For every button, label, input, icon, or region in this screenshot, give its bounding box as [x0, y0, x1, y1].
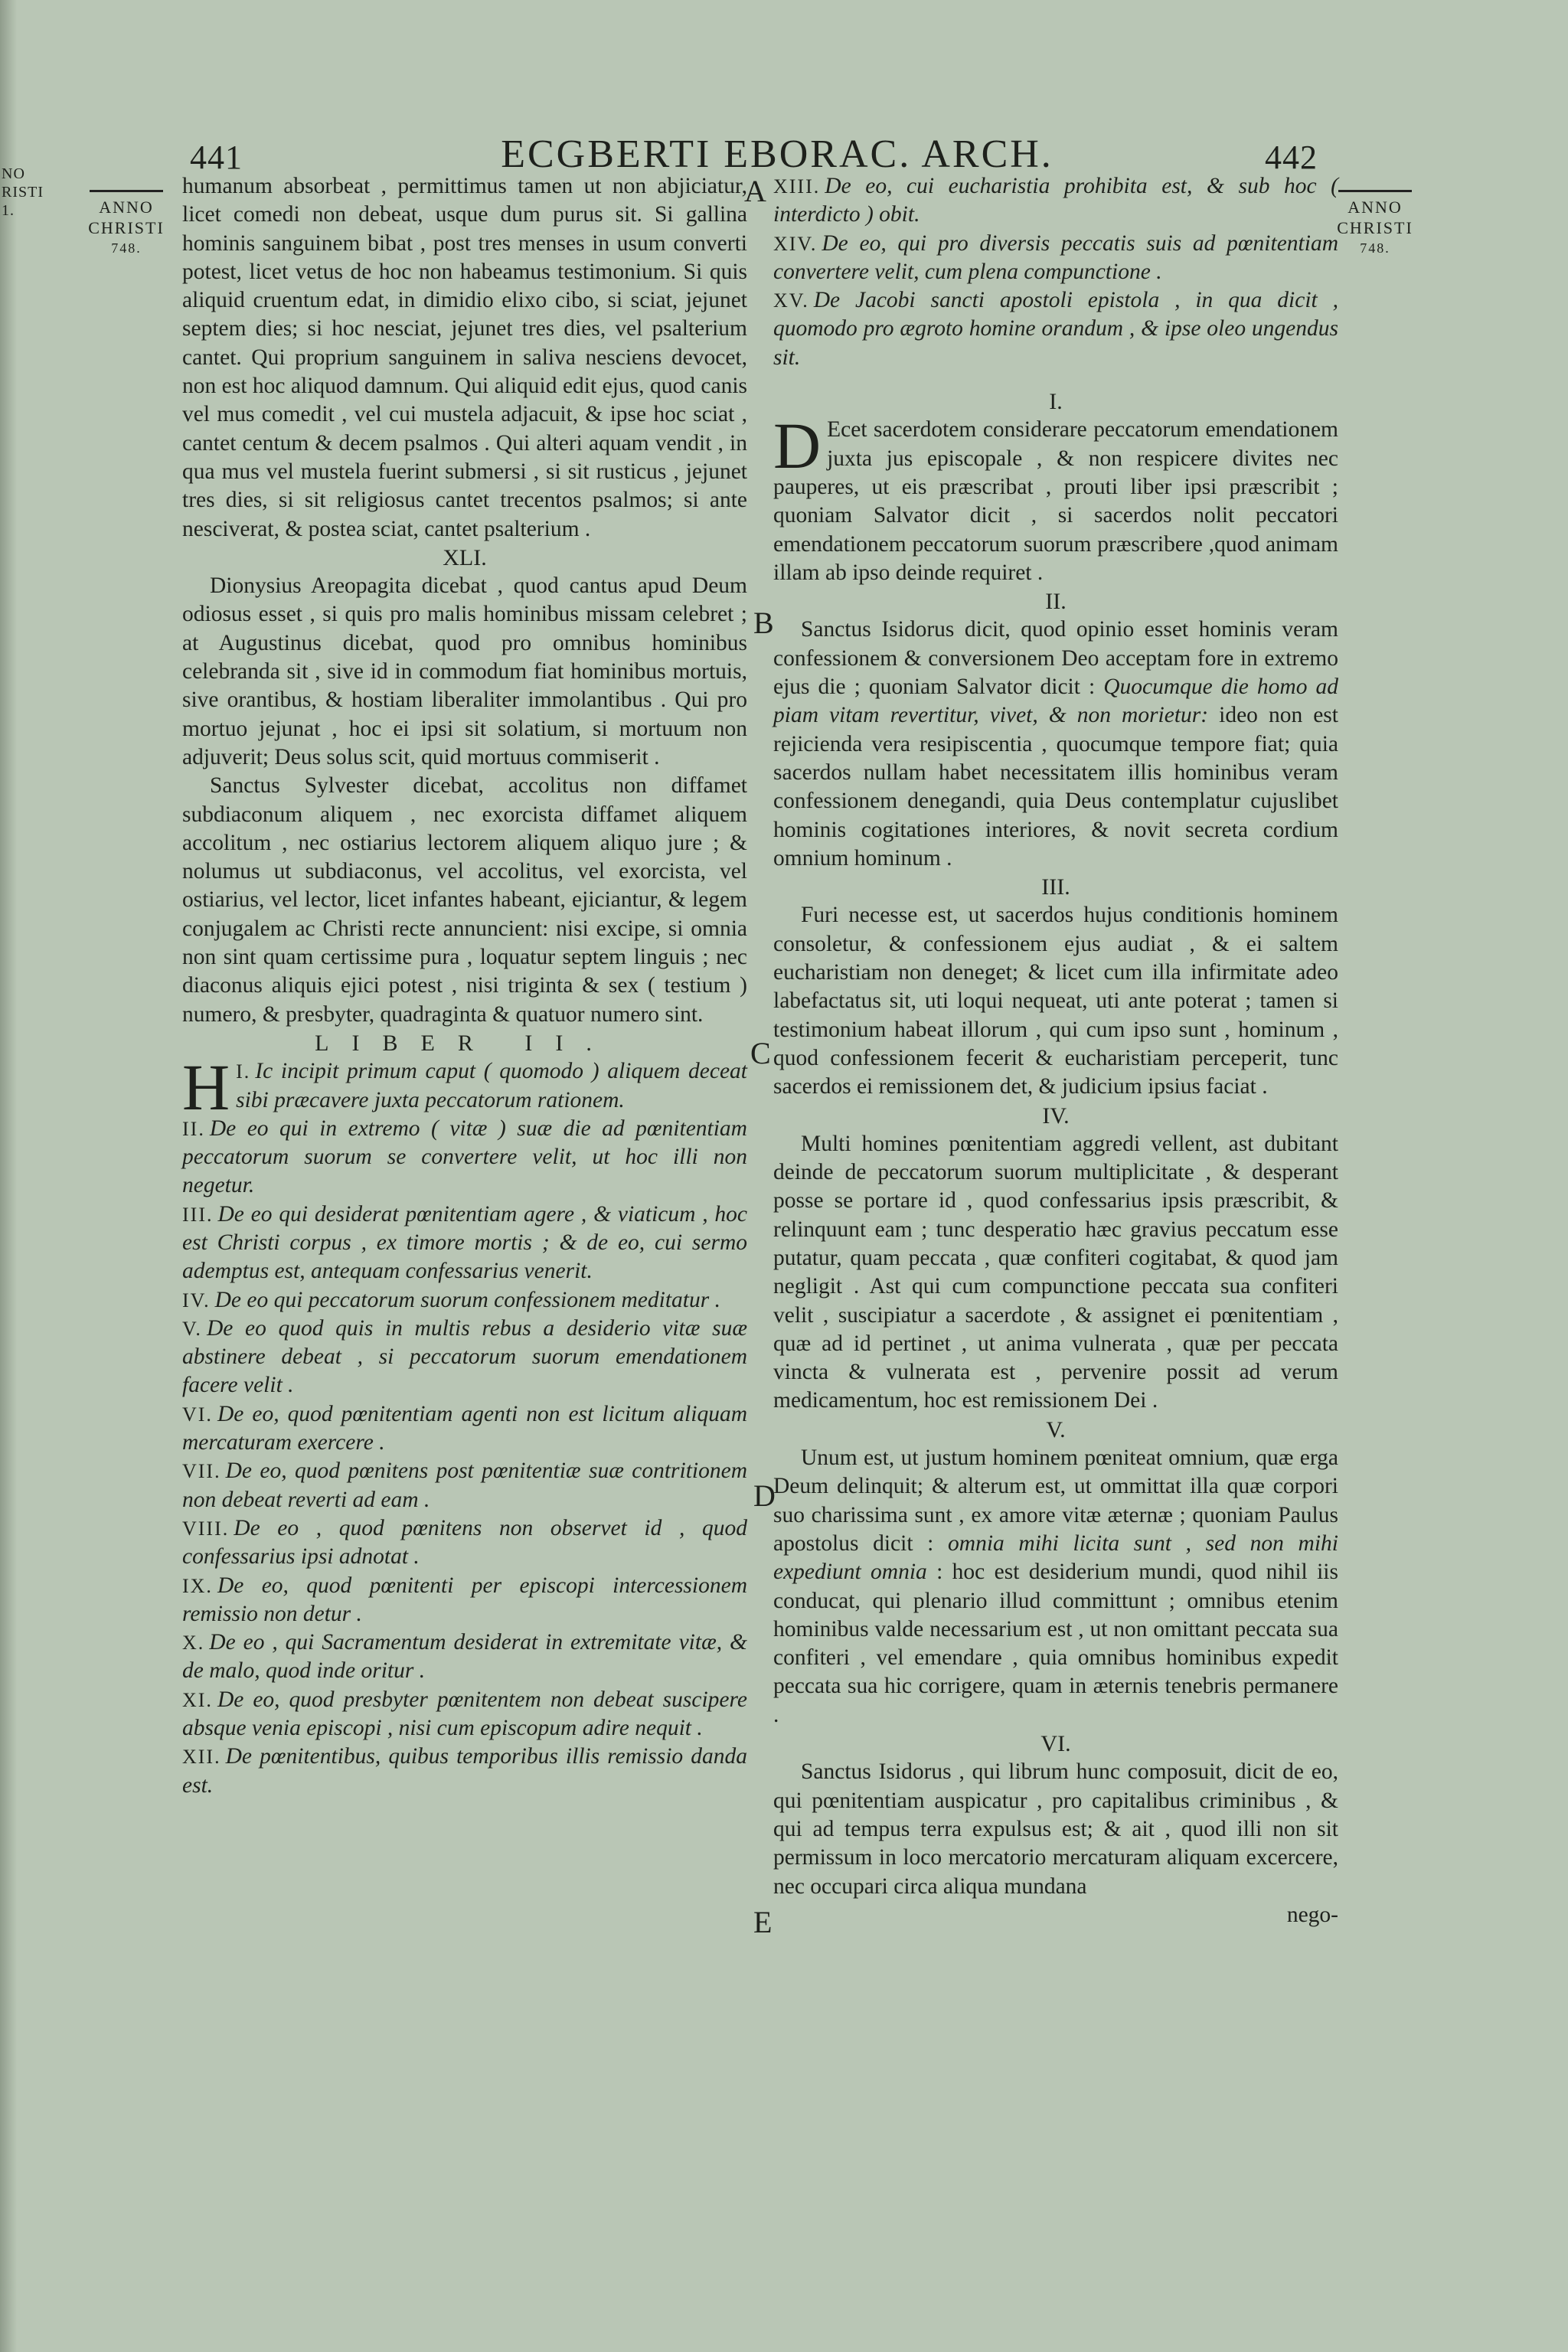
- section-marker-c: C: [750, 1036, 771, 1070]
- paragraph-v-text-b: : hoc est desiderium mundi, quod nihil iis conducat, qui plenario illud committunt ; omnibus etenim hominibus valde necessarium est , ut non omittant peccata sua confiteri , vel emendare , quia omnibus hominibus expedit peccata sua hic corrigere, quam in æternis tenebris permanere .: [773, 1560, 1338, 1727]
- left-paragraph-3: Sanctus Sylvester dicebat, accolitus non diffamet subdiaconum aliquem , nec exorcista diffamet aliquem accolitum , nec ostiarius lectorem aliquem aliquo jure ; & nolumus ut subdiaconus, vel accolitus, vel exorcista, vel ostiarius, vel lector, licet infantes habeant, ejiciantur, & legem conjugalem ac Christi recte annuncient: nisi excipe, si omnia non sint quam certissime pura , loquatur septem linguis ; nec diaconus aliquis ejici potest , nisi triginta & sex ( testium ) numero, & presbyter, quadraginta & quatuor numero sint.: [182, 773, 747, 1027]
- paragraph-ii: [773, 616, 1338, 873]
- chapter-item: [182, 1400, 747, 1458]
- chapter-number: VIII.: [182, 1517, 230, 1540]
- heading-vi: VI.: [1040, 1731, 1071, 1757]
- chapter-text: De eo, quod pœnitenti per episcopi intercessionem remissio non detur .: [182, 1573, 747, 1626]
- gutter-shadow: [0, 0, 17, 2352]
- chapter-item: [182, 1572, 747, 1629]
- chapter-number: V.: [182, 1317, 202, 1340]
- left-paragraph-1: humanum absorbeat , permittimus tamen ut non abjiciatur, licet comedi non debeat, usque dum purus sit. Si gallina hominis sanguinem bibat , post tres menses in usum converti potest, licet vetus de hoc non habeamus testimonium. Si quis aliquid cruentum edat, in dimidio elixo cibo, si sciat, jejunet septem dies; si hoc nesciat, jejunet tres dies, vel psalterium cantet. Qui proprium sanguinem in saliva nesciens devocet, non est hoc aliquod damnum. Qui aliquid edit ejus, quod canis vel mus comedit , vel cui mustela adjacuit, & ipse hoc sciat , cantet centum & decem psalmos . Qui alteri aquam vendit , in qua mus vel mustela fuerint submersi , si sit rusticus , jejunet tres dies, si sit religiosus cantet trecentos psalmos; si ante nesciverat, & postea sciat, cantet psalterium .: [182, 174, 747, 541]
- page-number-left: 441: [190, 139, 243, 176]
- chapter-number: XV.: [773, 289, 809, 312]
- right-column: [773, 172, 1338, 1929]
- heading-v: V.: [1046, 1416, 1066, 1442]
- heading-ii: II.: [1045, 589, 1067, 615]
- chapter-text: De eo, quod pœnitentiam agenti non est licitum aliquam mercaturam exercere .: [182, 1401, 747, 1455]
- chapter-number: XII.: [182, 1746, 221, 1769]
- chapter-text: De eo , qui Sacramentum desiderat in extremitate vitæ, & de malo, quod inde oritur .: [182, 1630, 747, 1684]
- chapter-text: De eo, quod pœnitens post pœnitentiæ suæ contritionem non debeat reverti ad eam .: [182, 1459, 747, 1512]
- chapter-list-left: [182, 1050, 747, 1800]
- chapter-item: [773, 286, 1338, 372]
- chapter-item: [182, 1686, 747, 1743]
- chapter-number: VI.: [182, 1403, 213, 1426]
- chapter-item: [182, 1286, 747, 1315]
- chapter-text: De eo, qui pro diversis peccatis suis ad pœnitentiam convertere velit, cum plena compunctione .: [773, 230, 1338, 284]
- chapter-text: De Jacobi sancti apostoli epistola , in qua dicit , quomodo pro ægroto homine orandum , & ipse oleo ungendus sit.: [773, 288, 1338, 370]
- chapter-text: De pœnitentibus, quibus temporibus illis remissio danda est.: [182, 1744, 747, 1798]
- chapter-number: XIV.: [773, 232, 818, 255]
- paragraph-i: [773, 409, 1338, 587]
- chapter-number: XIII.: [773, 175, 821, 198]
- margin-note-right: [1337, 190, 1413, 259]
- paragraph-ii-text-b: ideo non est rejicienda vera resipiscentia , quocumque tempore fiat; quia sacerdos nullam habet necessitatem illis hominibus veram confessionem denegandi, quia Deus contemplatur cujuslibet hominis cogitationes interiores, & novit secreta cordium omnium hominum .: [773, 703, 1338, 871]
- margin-year-left: 748.: [111, 240, 142, 256]
- section-marker-a: A: [744, 174, 766, 208]
- drop-cap-h: H: [182, 1050, 230, 1125]
- chapter-number: X.: [182, 1632, 205, 1655]
- chapter-number: II.: [182, 1117, 205, 1140]
- chapter-number: III.: [182, 1203, 214, 1226]
- catchword: nego-: [1286, 1902, 1338, 1927]
- heading-iv: IV.: [1042, 1102, 1070, 1129]
- paragraph-v-text-a: Unum est, ut justum hominem pœniteat omnium, quæ erga Deum delinquit; & alterum est, ut ommittat illa quæ corpori suo charissima sunt , ex amore vitæ æternæ ; quoniam Paulus apostolus dicit :: [773, 1446, 1338, 1556]
- chapter-number: IX.: [182, 1574, 213, 1597]
- margin-christi-left: CHRISTI: [88, 218, 165, 237]
- paragraph-ii-text-a: Sanctus Isidorus dicit, quod opinio esset hominis veram confessionem & conversionem Deo acceptam fore in extremo ejus die ; quoniam Salvator dicit :: [773, 617, 1338, 700]
- section-marker-b: B: [753, 606, 774, 640]
- drop-cap-d: D: [773, 409, 822, 483]
- margin-note-left: [88, 190, 165, 259]
- left-paragraph-2: Dionysius Areopagita dicebat , quod cantus apud Deum odiosus esset , si quis pro malis hominibus missam celebret ; at Augustinus dicebat, quod pro omnibus hominibus celebranda sit , sive id in commodum fiat hominibus mortuis, sive orantibus, & hostiam liberaliter immolantibus . Qui pro mortuo jejunat , hoc ei ipsi sit solatium, si mortuum non adjuverit; Deus solus scit, quid mortuus commiserit .: [182, 573, 747, 769]
- margin-anno-right: ANNO: [1348, 198, 1403, 217]
- chapter-item: [182, 1115, 747, 1200]
- running-title: ECGBERTI EBORAC. ARCH.: [501, 132, 1054, 176]
- chapter-text: De eo quod quis in multis rebus a desiderio vitæ suæ abstinere debeat , si peccatorum suorum emendationem facere velit .: [182, 1315, 747, 1398]
- chapter-text: De eo qui desiderat pœnitentiam agere , & viaticum , hoc est Christi corpus , ex timore mortis ; & de eo, cui sermo ademptus est, antequam confessarius venerit.: [182, 1201, 747, 1284]
- paragraph-v-quote: omnia mihi licita sunt , sed non mihi expediunt omnia: [773, 1530, 1338, 1585]
- section-marker-e: E: [753, 1905, 773, 1939]
- left-column: [182, 172, 747, 1800]
- section-marker-d: D: [753, 1478, 776, 1513]
- chapter-number: VII.: [182, 1460, 221, 1483]
- paragraph-vi: Sanctus Isidorus , qui librum hunc composuit, dicit de eo, qui pœnitentiam auspicatur , pro capitalibus criminibus , & qui ad tempus terra expulsus est; & ait , quod illi non sit permissum in loco mercatorio mercaturam aliquam excercere, nec occupari circa aliqua mundana: [773, 1759, 1338, 1899]
- heading-iii: III.: [1041, 874, 1070, 900]
- heading-xli: XLI.: [443, 544, 487, 570]
- chapter-item: [182, 1743, 747, 1800]
- running-header: [0, 132, 1568, 178]
- chapter-text: De eo, cui eucharistia prohibita est, & sub hoc ( interdicto ) obit.: [773, 174, 1338, 227]
- chapter-text: De eo, quod presbyter pœnitentem non debeat suscipere absque venia episcopi , nisi cum episcopum adire nequit .: [182, 1687, 747, 1741]
- heading-i: I.: [1049, 389, 1063, 415]
- chapter-number: IV.: [182, 1289, 211, 1312]
- chapter-list-right: [773, 172, 1338, 372]
- chapter-item: [182, 1457, 747, 1514]
- paragraph-iii: Furi necesse est, ut sacerdos hujus conditionis hominem consoletur, & confessionem ejus audiat , & ei saltem eucharistiam non deneget; & licet cum illa infirmitate adeo labefactatus sit, uti loqui nequeat, uti ante poterat ; tamen si testimonium habeat illorum , qui cum ipso sunt , hominum , quod confessionem fecerit & eucharistiam perceperit, tunc sacerdos ei remissionem det, & judicium ipsius faciat .: [773, 903, 1338, 1099]
- paragraph-ii-quote: Quocumque die homo ad piam vitam revertitur, vivet, & non morietur:: [773, 675, 1338, 728]
- chapter-item: [773, 230, 1338, 287]
- paragraph-i-text: Ecet sacerdotem considerare peccatorum emendationem juxta jus episcopale , & non respicere divites nec pauperes, ut eis præscribat , prouti liber ipsi præscribit ; quoniam Salvator dicit , si sacerdos nolit peccatori emendationem peccatorum suorum præscribere ,quod animam illam ab ipso deinde requiret .: [773, 417, 1338, 585]
- margin-christi-right: CHRISTI: [1337, 218, 1413, 237]
- chapter-item: [182, 1200, 747, 1286]
- margin-year-right: 748.: [1360, 240, 1390, 256]
- chapter-item: [182, 1628, 747, 1686]
- page-number-right: 442: [1265, 139, 1318, 176]
- chapter-text: De eo qui in extremo ( vitæ ) suæ die ad pœnitentiam peccatorum suorum se convertere velit, ut hoc illi non negetur.: [182, 1116, 747, 1198]
- chapter-item: [182, 1050, 747, 1125]
- margin-rule-right: [1338, 190, 1412, 192]
- chapter-item: [182, 1514, 747, 1572]
- previous-page-edge-text: NO RISTI 1.: [2, 165, 44, 219]
- paragraph-v: [773, 1444, 1338, 1730]
- chapter-item: [773, 172, 1338, 230]
- chapter-text: Ic incipit primum caput ( quomodo ) aliquem deceat sibi præcavere juxta peccatorum rationem.: [236, 1059, 747, 1112]
- liber-heading: LIBER II.: [315, 1030, 615, 1056]
- chapter-item: [182, 1315, 747, 1400]
- chapter-number: XI.: [182, 1688, 213, 1711]
- chapter-number: I.: [236, 1060, 251, 1083]
- chapter-text: De eo qui peccatorum suorum confessionem meditatur .: [214, 1287, 720, 1312]
- paragraph-iv: Multi homines pœnitentiam aggredi vellent, ast dubitant deinde de peccatorum suorum multiplicitate , & desperant posse se portare id , quod confessarius ipsis præscribit, & relinquunt eam ; tunc desperatio hæc gravius peccatum esse putatur, quam peccata , quæ confiteri cogitabat, & quod jam negligit . Ast qui cum compunctione peccata sua confiteri velit , suscipiatur a sacerdote , & assignet ei pœnitentiam , quæ ad id pertinet , ut anima vulnerata , quæ per peccata vincta & vulnerata est , pervenire possit ad verum medicamentum, hoc est remissionem Dei .: [773, 1131, 1338, 1413]
- margin-anno-left: ANNO: [99, 198, 154, 217]
- margin-rule-left: [90, 190, 163, 192]
- chapter-text: De eo , quod pœnitens non observet id , quod confessarius ipsi adnotat .: [182, 1515, 747, 1570]
